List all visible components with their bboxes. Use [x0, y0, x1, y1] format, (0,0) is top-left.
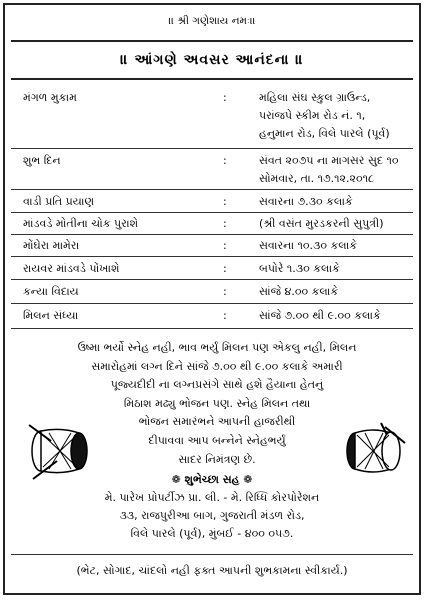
- invitation-title-box: [11, 40, 413, 80]
- divider: [11, 212, 413, 213]
- divider: [11, 148, 413, 149]
- row-label: કન્યા વિદાય: [23, 285, 79, 298]
- row-value: [259, 152, 399, 188]
- sender-line: વિલે પારલે (પૂર્વ), મુંબઈ - ૪૦૦ ૦૫૭.: [130, 527, 294, 540]
- divider: [11, 189, 413, 190]
- message-line: ઉષ્મા ભર્યો સ્નેહ નહી, ભાવ ભર્યું મિલન પણ એકલુ નહી, મિલન: [77, 341, 357, 354]
- row-label: રાયવર માંડવડે પોંખાશે: [23, 262, 120, 275]
- row-colon: :: [223, 262, 227, 275]
- value-line: સંવત ૨૦૭૫ ના માગસર સુદ ૧૦: [259, 154, 399, 167]
- row-colon: :: [223, 309, 227, 322]
- row-value: સાંજે ૪.૦૦ કલાકે: [259, 285, 339, 298]
- sender-line: મે. પારેખ પ્રોપર્ટીઝ પ્રા. લી. - મે. રિધ્ધિ કોરપોરેશન: [104, 491, 320, 504]
- invocation-text: ।। શ્રી ગણેશાય નમઃ।।: [168, 15, 256, 27]
- message-line: સાદર નિમંત્રણ છે.: [178, 452, 256, 466]
- row-value: [259, 89, 390, 143]
- message-line: સમારોહમાં લગ્ન દિને સાંજે ૭.૦૦ થી ૯.૦૦ કલાકે અમારી: [91, 359, 343, 373]
- message-line: પૂજ્યદીદી ના લગ્નપ્રસંગે સાથે હશે હૈયાના હેતનું: [110, 378, 324, 392]
- row-value: બપોરે ૧.૩૦ કલાકે: [259, 262, 340, 275]
- row-colon: :: [223, 195, 227, 208]
- row-colon: :: [223, 285, 227, 298]
- value-line: સોમવાર, તા. ૧૭.૧૨.૨૦૧૮: [259, 172, 375, 185]
- divider: [11, 234, 413, 235]
- invitation-title: ॥ આંગણે અવસર આનંદના ॥: [120, 52, 304, 68]
- message-line: મિઠાશ મઢ્યુ ભોજન પણ. સ્નેહ મિલન તથા: [123, 396, 311, 410]
- value-line: હનુમાન રોડ, વિલે પારલે (પૂર્વ): [259, 127, 390, 140]
- row-value: સાંજે ૭.૦૦ થી ૯.૦૦ કલાકે: [259, 309, 381, 322]
- invitation-message: [75, 339, 359, 469]
- invitation-card: [3, 3, 421, 595]
- greeting-block: [5, 471, 419, 543]
- row-label: વાડી પ્રતિ પ્રયાણ: [23, 195, 95, 208]
- row-colon: :: [223, 239, 227, 252]
- divider: [11, 328, 413, 329]
- row-colon: :: [223, 217, 227, 230]
- row-value: (શ્રી વસંત મુરડકરની સુપુત્રી): [259, 217, 384, 230]
- row-label: મંગળ મુકામ: [23, 91, 77, 104]
- divider: [11, 256, 413, 257]
- sender-line: ૩૩, રાજપુરીઆ બાગ, ગુજરાતી મંડળ રોડ,: [119, 509, 305, 522]
- footnote: (ભેટ, સોગાદ, ચાંદલો નહી ફક્ત આપની શુભકામના સ્વીકાર્ય.): [76, 564, 348, 577]
- divider: [11, 303, 413, 304]
- row-colon: :: [223, 154, 227, 167]
- value-line: પરાંજપે સ્કીમ રોડ નં. ૧,: [259, 109, 366, 122]
- divider: [11, 279, 413, 280]
- message-line: ભોજન સમારંભને આપની હાજરીથી: [138, 415, 296, 429]
- row-value: સવારના ૧૦.૩૦ કલાકે: [259, 239, 358, 252]
- row-label: મિલન સંધ્યા: [23, 309, 79, 322]
- divider: [11, 554, 413, 555]
- greeting-heading: ❁ શુભેચ્છા સહ ❁: [171, 473, 253, 486]
- row-label: શુભ દિન: [23, 154, 61, 167]
- message-line: દીપાવવા આપ બન્નેને સ્નેહભર્યું: [148, 433, 286, 447]
- row-value: સવારના ૭.૩૦ કલાકે: [259, 195, 353, 208]
- row-label: મોંઘેરા મામેરા: [23, 239, 80, 252]
- row-label: માંડવડે મોતીના ચોક પુરાશે: [23, 217, 139, 230]
- row-colon: :: [223, 91, 227, 104]
- value-line: મહિલા સંઘ સ્કુલ ગ્રાઉન્ડ,: [259, 91, 371, 104]
